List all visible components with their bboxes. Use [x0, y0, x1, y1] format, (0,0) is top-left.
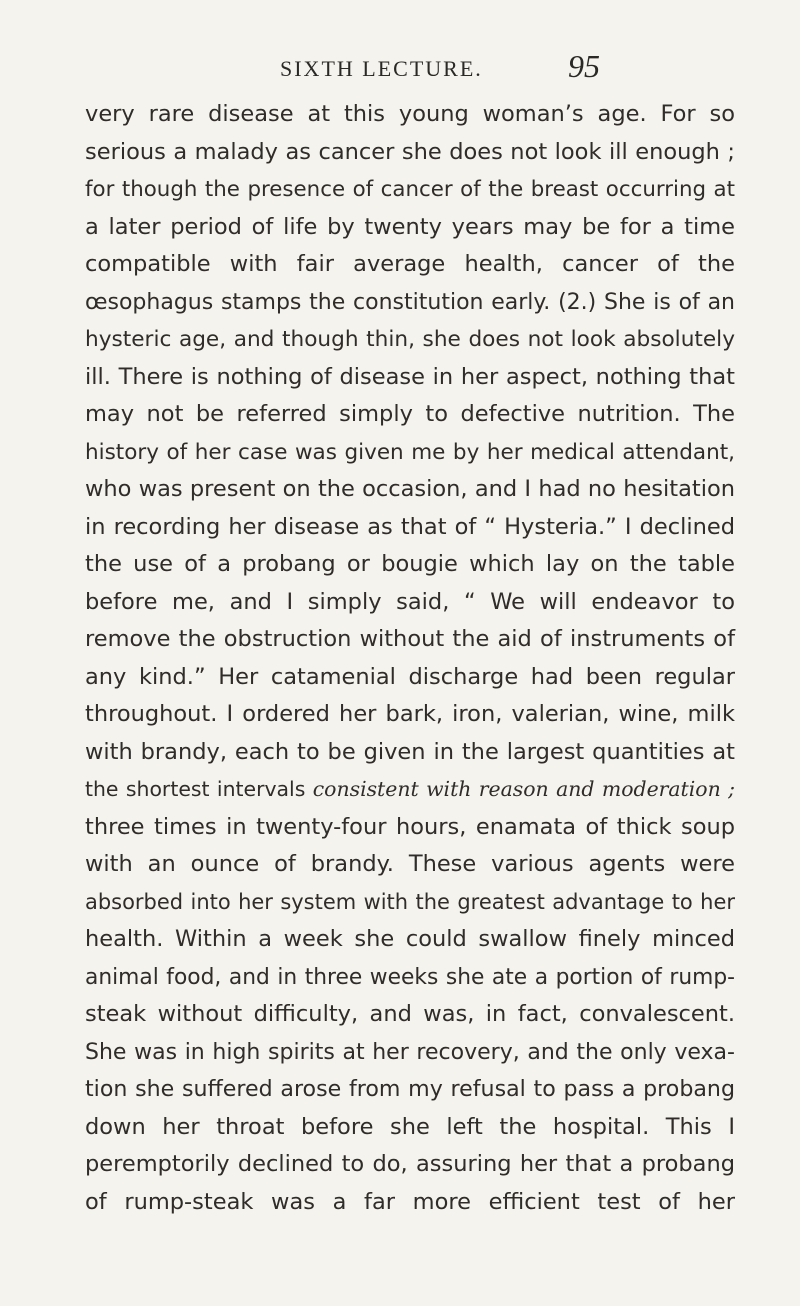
text-line: remove the obstruction without the aid of instruments of: [85, 626, 735, 652]
text-line: a later period of life by twenty years may be for a time: [85, 213, 735, 240]
text-line: may not be referred simply to defective nutrition. The: [85, 401, 735, 427]
text-line: who was present on the occasion, and I had no hesitation: [85, 476, 735, 502]
text-line: in recording her disease as that of “ Hysteria.” I declined: [85, 513, 735, 540]
text-line: absorbed into her system with the greatest advantage to her: [85, 889, 735, 914]
text-line: serious a malady as cancer she does not look ill enough ;: [85, 138, 735, 165]
text-line: history of her case was given me by her medical attendant,: [85, 439, 735, 465]
body-text: [85, 96, 735, 1221]
text-line-with-italic: [85, 771, 735, 809]
text-line: throughout. I ordered her bark, iron, valerian, wine, milk: [85, 701, 735, 727]
text-line: hysteric age, and though thin, she does not look absolutely: [85, 327, 735, 352]
text-line: of rump-steak was a far more efficient test of her: [85, 1188, 735, 1215]
text-line: down her throat before she left the hospital. This I: [85, 1113, 735, 1140]
running-head: SIXTH LECTURE.: [280, 56, 483, 81]
text-segment: the shortest intervals: [85, 777, 313, 801]
text-line: with an ounce of brandy. These various agents were: [85, 851, 735, 877]
text-line: for though the presence of cancer of the breast occurring at: [85, 177, 735, 202]
text-line: peremptorily declined to do, assuring her that a probang: [85, 1151, 735, 1177]
page-number: 95: [568, 48, 600, 84]
text-line: health. Within a week she could swallow finely minced: [85, 926, 735, 952]
text-line: steak without difficulty, and was, in fact, convalescent.: [85, 1001, 735, 1027]
text-line: with brandy, each to be given in the largest quantities at: [85, 738, 735, 765]
text-line: She was in high spirits at her recovery, and the only vexa-: [85, 1039, 735, 1065]
text-line: three times in twenty-four hours, enamata of thick soup: [85, 813, 735, 840]
text-line: compatible with fair average health, cancer of the: [85, 251, 735, 277]
page-header: [150, 50, 650, 90]
text-line: tion she suffered arose from my refusal to pass a probang: [85, 1076, 735, 1102]
text-line: ill. There is nothing of disease in her aspect, nothing that: [85, 363, 735, 390]
text-line: œsophagus stamps the constitution early. (2.) She is of an: [85, 289, 735, 315]
text-line: animal food, and in three weeks she ate a portion of rump-: [85, 964, 735, 990]
text-line: any kind.” Her catamenial discharge had been regular: [85, 663, 735, 690]
text-line: very rare disease at this young woman’s age. For so: [85, 101, 735, 127]
text-line: the use of a probang or bougie which lay on the table: [85, 551, 735, 577]
text-line: before me, and I simply said, “ We will endeavor to: [85, 588, 735, 615]
italic-phrase: consistent with reason and moderation ;: [312, 777, 735, 801]
